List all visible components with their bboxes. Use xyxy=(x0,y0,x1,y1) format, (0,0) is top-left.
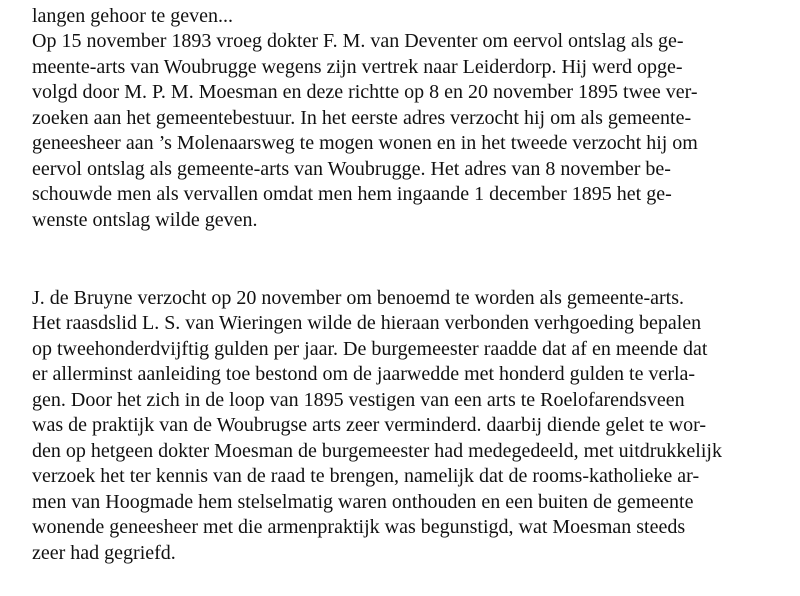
paragraph-1-line-5: zoeken aan het gemeentebestuur. In het eerste adres verzocht hij om als gemeente- xyxy=(32,107,692,129)
paragraph-1-line-7: eervol ontslag als gemeente-arts van Woubrugge. Het adres van 8 november be- xyxy=(32,158,671,180)
paragraph-1-line-8: schouwde men als vervallen omdat men hem ingaande 1 december 1895 het ge- xyxy=(32,183,672,205)
paragraph-2-line-9: men van Hoogmade hem stelselmatig waren onthouden en een buiten de gemeente xyxy=(32,491,694,513)
paragraph-2-line-2: Het raasdslid L. S. van Wieringen wilde de hieraan verbonden verhgoeding bepalen xyxy=(32,312,702,334)
paragraph-2-line-8: verzoek het ter kennis van de raad te brengen, namelijk dat de rooms-katholieke ar- xyxy=(32,465,700,487)
paragraph-2-line-5: gen. Door het zich in de loop van 1895 vestigen van een arts te Roelofarendsveen xyxy=(32,389,685,411)
paragraph-2-line-11: zeer had gegriefd. xyxy=(32,542,176,564)
paragraph-2-line-4: er allerminst aanleiding toe bestond om de jaarwedde met honderd gulden te verla- xyxy=(32,363,696,385)
paragraph-1-line-3: meente-arts van Woubrugge wegens zijn vertrek naar Leiderdorp. Hij werd opge- xyxy=(32,56,683,78)
paragraph-1-line-2: Op 15 november 1893 vroeg dokter F. M. van Deventer om eervol ontslag als ge- xyxy=(32,30,684,52)
paragraph-2-line-10: wonende geneesheer met die armenpraktijk was begunstigd, wat Moesman steeds xyxy=(32,516,686,538)
paragraph-1-line-1: langen gehoor te geven... xyxy=(32,5,234,27)
paragraph-2-line-1: J. de Bruyne verzocht op 20 november om benoemd te worden als gemeente-arts. xyxy=(32,287,685,309)
paragraph-1-line-9: wenste ontslag wilde geven. xyxy=(32,209,258,231)
paragraph-1-line-4: volgd door M. P. M. Moesman en deze richtte op 8 en 20 november 1895 twee ver- xyxy=(32,81,698,103)
paragraph-2-line-6: was de praktijk van de Woubrugse arts zeer verminderd. daarbij diende gelet te wor- xyxy=(32,414,707,436)
paragraph-2-line-3: op tweehonderdvijftig gulden per jaar. De burgemeester raadde dat af en meende dat xyxy=(32,338,708,360)
paragraph-2-line-7: den op hetgeen dokter Moesman de burgemeester had medegedeeld, met uitdrukkelijk xyxy=(32,440,722,462)
paragraph-1-line-6: geneesheer aan ’s Molenaarsweg te mogen wonen en in het tweede verzocht hij om xyxy=(32,132,698,154)
